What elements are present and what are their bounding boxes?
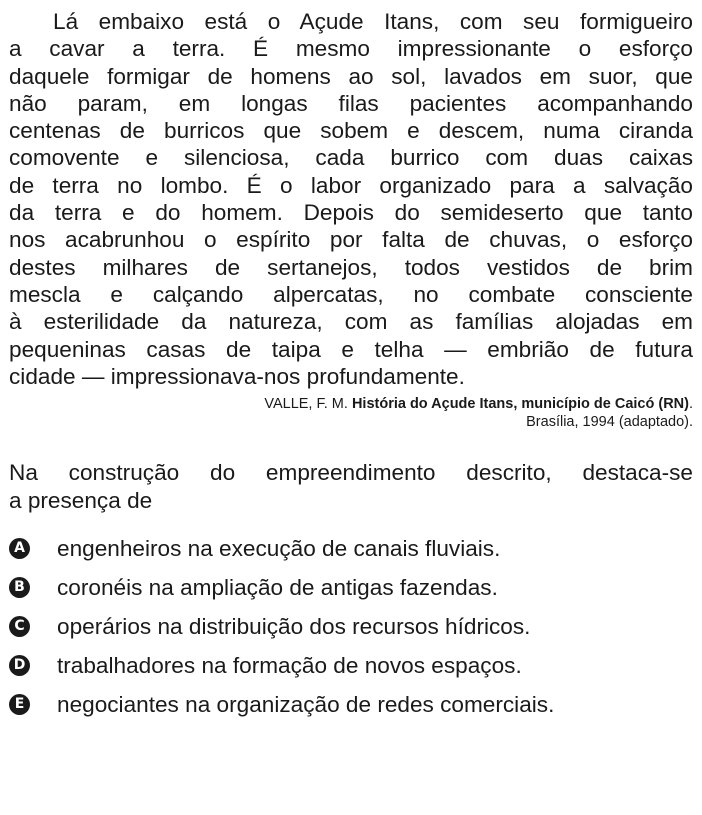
citation-publication: Brasília, 1994 (adaptado). [526, 414, 693, 431]
option-text: operários na distribuição dos recursos hídricos. [57, 613, 531, 639]
passage-line: mescla e calçando alpercatas, no combate consciente [9, 281, 693, 307]
question-line: a presença de [9, 488, 153, 514]
citation-title-suffix: . [688, 396, 693, 413]
passage-line: centenas de burricos que sobem e descem, numa ciranda [9, 118, 693, 144]
passage-line: comovente e silenciosa, cada burrico com duas caixas [9, 145, 693, 171]
question-stem [9, 459, 693, 515]
option-c[interactable] [9, 607, 693, 646]
option-text: engenheiros na execução de canais fluviais. [57, 535, 501, 561]
citation-reference [9, 395, 693, 413]
option-text: trabalhadores na formação de novos espaços. [57, 652, 522, 678]
answer-options [9, 529, 693, 724]
option-e[interactable] [9, 685, 693, 724]
passage-text [9, 8, 693, 390]
option-letter-badge: D [9, 655, 30, 676]
passage-line: à esterilidade da natureza, com as famílias alojadas em [9, 309, 693, 335]
passage-line: a cavar a terra. É mesmo impressionante o esforço [9, 36, 693, 62]
passage-line: da terra e do homem. Depois do semideserto que tanto [9, 200, 693, 226]
option-letter-badge: B [9, 577, 30, 598]
option-letter-badge: A [9, 538, 30, 559]
passage-line: Lá embaixo está o Açude Itans, com seu formigueiro [53, 9, 693, 34]
citation-author: VALLE, F. M. [264, 396, 352, 413]
citation [9, 395, 693, 431]
passage-line: não param, em longas filas pacientes acompanhando [9, 90, 693, 116]
option-letter-badge: C [9, 616, 30, 637]
question-line: Na construção do empreendimento descrito, destaca-se [9, 460, 693, 486]
passage-line: destes milhares de sertanejos, todos vestidos de brim [9, 254, 693, 280]
passage-line: pequeninas casas de taipa e telha — embrião de futura [9, 336, 693, 362]
passage-line: de terra no lombo. É o labor organizado para a salvação [9, 172, 693, 198]
passage-line: nos acabrunhou o espírito por falta de chuvas, o esforço [9, 227, 693, 253]
passage-line: daquele formigar de homens ao sol, lavados em suor, que [9, 63, 693, 89]
passage-line: cidade — impressionava-nos profundamente. [9, 363, 465, 389]
option-text: negociantes na organização de redes comerciais. [57, 691, 555, 717]
option-letter-badge: E [9, 694, 30, 715]
option-a[interactable] [9, 529, 693, 568]
citation-title: História do Açude Itans, município de Caicó (RN) [351, 396, 689, 413]
option-d[interactable] [9, 646, 693, 685]
option-text: coronéis na ampliação de antigas fazendas. [57, 574, 498, 600]
option-b[interactable] [9, 568, 693, 607]
